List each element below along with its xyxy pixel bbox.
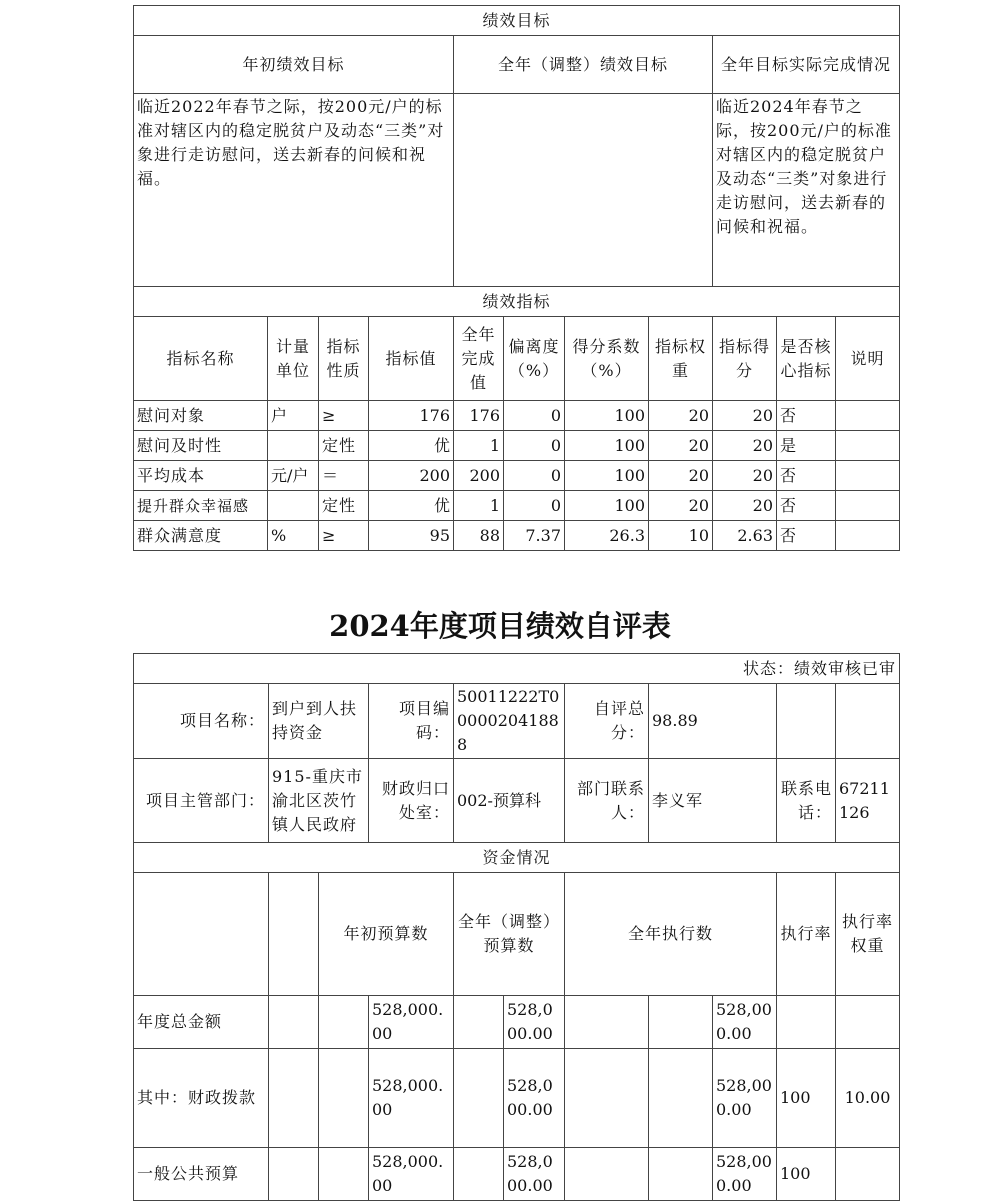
table-row [134, 1049, 900, 1148]
label-phone: 联系电话： [777, 759, 836, 843]
cell-note [836, 521, 900, 551]
cell-unit [268, 431, 319, 461]
goals-actual-text: 临近2024年春节之际，按200元/户的标准对辖区内的稳定脱贫户及动态“三类”对象进行走访慰问，送去新春的问候和祝福。 [713, 94, 900, 287]
empty-cell [319, 1148, 369, 1201]
fund-initial: 528,000.00 [369, 1049, 454, 1148]
status-badge: 状态：绩效审核已审 [134, 654, 900, 684]
table-row [134, 1148, 900, 1201]
empty-cell [454, 996, 504, 1049]
empty-cell [777, 684, 836, 759]
cell-score: 20 [713, 401, 777, 431]
label-project-name: 项目名称： [134, 684, 269, 759]
fund-executed: 528,000.00 [713, 1049, 777, 1148]
col-header-weight: 指标权重 [649, 317, 713, 401]
label-total-score: 自评总分： [565, 684, 649, 759]
table-row [134, 401, 900, 431]
funds-section-title: 资金情况 [134, 843, 900, 873]
funds-header-adjusted: 全年（调整）预算数 [454, 873, 565, 996]
cell-weight: 20 [649, 491, 713, 521]
table-row [134, 461, 900, 491]
empty-cell [269, 1148, 319, 1201]
fund-rate: 100 [777, 1049, 836, 1148]
empty-cell [649, 996, 713, 1049]
table-row [134, 996, 900, 1049]
cell-name: 平均成本 [134, 461, 268, 491]
cell-score: 20 [713, 461, 777, 491]
value-department: 915-重庆市渝北区茨竹镇人民政府 [269, 759, 369, 843]
cell-note [836, 401, 900, 431]
table-row [134, 491, 900, 521]
empty-cell [319, 996, 369, 1049]
label-department: 项目主管部门： [134, 759, 269, 843]
cell-coefficient: 26.3 [565, 521, 649, 551]
fund-row-label: 一般公共预算 [134, 1148, 269, 1201]
fund-initial: 528,000.00 [369, 1148, 454, 1201]
empty-cell [269, 996, 319, 1049]
cell-deviation: 0 [504, 491, 565, 521]
empty-cell [836, 684, 900, 759]
cell-value: 优 [369, 491, 454, 521]
value-contact: 李义军 [649, 759, 777, 843]
indicators-section-title: 绩效指标 [134, 287, 900, 317]
col-header-name: 指标名称 [134, 317, 268, 401]
fund-rate [777, 996, 836, 1049]
cell-done: 88 [454, 521, 504, 551]
col-header-nature: 指标性质 [319, 317, 369, 401]
cell-coefficient: 100 [565, 491, 649, 521]
goals-section-title: 绩效目标 [134, 6, 900, 36]
cell-weight: 20 [649, 461, 713, 491]
fund-row-label: 年度总金额 [134, 996, 269, 1049]
funds-header-executed: 全年执行数 [565, 873, 777, 996]
cell-nature: ≥ [319, 401, 369, 431]
performance-table [133, 5, 900, 551]
fund-rate-weight [836, 1148, 900, 1201]
col-header-value: 指标值 [369, 317, 454, 401]
page-title: 2024年度项目绩效自评表 [329, 609, 671, 643]
fund-row-label: 其中：财政拨款 [134, 1049, 269, 1148]
goals-initial-text: 临近2022年春节之际，按200元/户的标准对辖区内的稳定脱贫户及动态“三类”对象进行走访慰问，送去新春的问候和祝福。 [134, 94, 454, 287]
self-evaluation-table [133, 653, 900, 1201]
empty-cell [565, 996, 649, 1049]
cell-done: 1 [454, 431, 504, 461]
fund-executed: 528,000.00 [713, 996, 777, 1049]
col-header-done: 全年完成值 [454, 317, 504, 401]
col-header-coefficient: 得分系数（%） [565, 317, 649, 401]
cell-deviation: 7.37 [504, 521, 565, 551]
cell-nature: ≥ [319, 521, 369, 551]
label-contact: 部门联系人： [565, 759, 649, 843]
cell-deviation: 0 [504, 461, 565, 491]
cell-core: 是 [777, 431, 836, 461]
value-project-name: 到户到人扶持资金 [269, 684, 369, 759]
cell-score: 2.63 [713, 521, 777, 551]
label-finance-office: 财政归口处室： [369, 759, 454, 843]
cell-weight: 10 [649, 521, 713, 551]
fund-initial: 528,000.00 [369, 996, 454, 1049]
cell-weight: 20 [649, 431, 713, 461]
indicators-header-row [134, 317, 900, 401]
cell-deviation: 0 [504, 401, 565, 431]
fund-rate: 100 [777, 1148, 836, 1201]
value-project-code: 50011222T000002041888 [454, 684, 565, 759]
cell-score: 20 [713, 491, 777, 521]
cell-core: 否 [777, 401, 836, 431]
table-row [134, 431, 900, 461]
cell-nature: 定性 [319, 431, 369, 461]
cell-name: 提升群众幸福感 [134, 491, 268, 521]
cell-unit [268, 491, 319, 521]
fund-adjusted: 528,000.00 [504, 996, 565, 1049]
fund-adjusted: 528,000.00 [504, 1148, 565, 1201]
cell-score: 20 [713, 431, 777, 461]
col-header-note: 说明 [836, 317, 900, 401]
goals-header-adjusted: 全年（调整）绩效目标 [454, 36, 713, 94]
cell-note [836, 491, 900, 521]
cell-weight: 20 [649, 401, 713, 431]
cell-coefficient: 100 [565, 431, 649, 461]
table-row [134, 521, 900, 551]
cell-name: 慰问对象 [134, 401, 268, 431]
empty-cell [269, 873, 319, 996]
fund-executed: 528,000.00 [713, 1148, 777, 1201]
cell-done: 176 [454, 401, 504, 431]
value-phone: 67211126 [836, 759, 900, 843]
empty-cell [649, 1049, 713, 1148]
cell-done: 200 [454, 461, 504, 491]
col-header-score: 指标得分 [713, 317, 777, 401]
funds-header-initial: 年初预算数 [319, 873, 454, 996]
col-header-deviation: 偏离度（%） [504, 317, 565, 401]
col-header-core: 是否核心指标 [777, 317, 836, 401]
cell-note [836, 431, 900, 461]
cell-note [836, 461, 900, 491]
cell-core: 否 [777, 491, 836, 521]
cell-core: 否 [777, 521, 836, 551]
empty-cell [565, 1049, 649, 1148]
funds-header-rate-weight: 执行率权重 [836, 873, 900, 996]
value-finance-office: 002-预算科 [454, 759, 565, 843]
cell-nature: ＝ [319, 461, 369, 491]
cell-name: 慰问及时性 [134, 431, 268, 461]
cell-core: 否 [777, 461, 836, 491]
cell-deviation: 0 [504, 431, 565, 461]
empty-cell [649, 1148, 713, 1201]
col-header-unit: 计量单位 [268, 317, 319, 401]
cell-name: 群众满意度 [134, 521, 268, 551]
cell-value: 176 [369, 401, 454, 431]
empty-cell [454, 1049, 504, 1148]
funds-header-row [134, 873, 900, 996]
goals-adjusted-text [454, 94, 713, 287]
cell-unit: % [268, 521, 319, 551]
cell-coefficient: 100 [565, 461, 649, 491]
empty-cell [319, 1049, 369, 1148]
empty-cell [454, 1148, 504, 1201]
value-total-score: 98.89 [649, 684, 777, 759]
fund-rate-weight [836, 996, 900, 1049]
cell-nature: 定性 [319, 491, 369, 521]
label-project-code: 项目编码： [369, 684, 454, 759]
empty-cell [134, 873, 269, 996]
fund-adjusted: 528,000.00 [504, 1049, 565, 1148]
goals-header-actual: 全年目标实际完成情况 [713, 36, 900, 94]
cell-coefficient: 100 [565, 401, 649, 431]
cell-unit: 元/户 [268, 461, 319, 491]
empty-cell [269, 1049, 319, 1148]
cell-unit: 户 [268, 401, 319, 431]
fund-rate-weight: 10.00 [836, 1049, 900, 1148]
cell-value: 200 [369, 461, 454, 491]
goals-header-initial: 年初绩效目标 [134, 36, 454, 94]
cell-done: 1 [454, 491, 504, 521]
cell-value: 95 [369, 521, 454, 551]
empty-cell [565, 1148, 649, 1201]
cell-value: 优 [369, 431, 454, 461]
funds-header-rate: 执行率 [777, 873, 836, 996]
